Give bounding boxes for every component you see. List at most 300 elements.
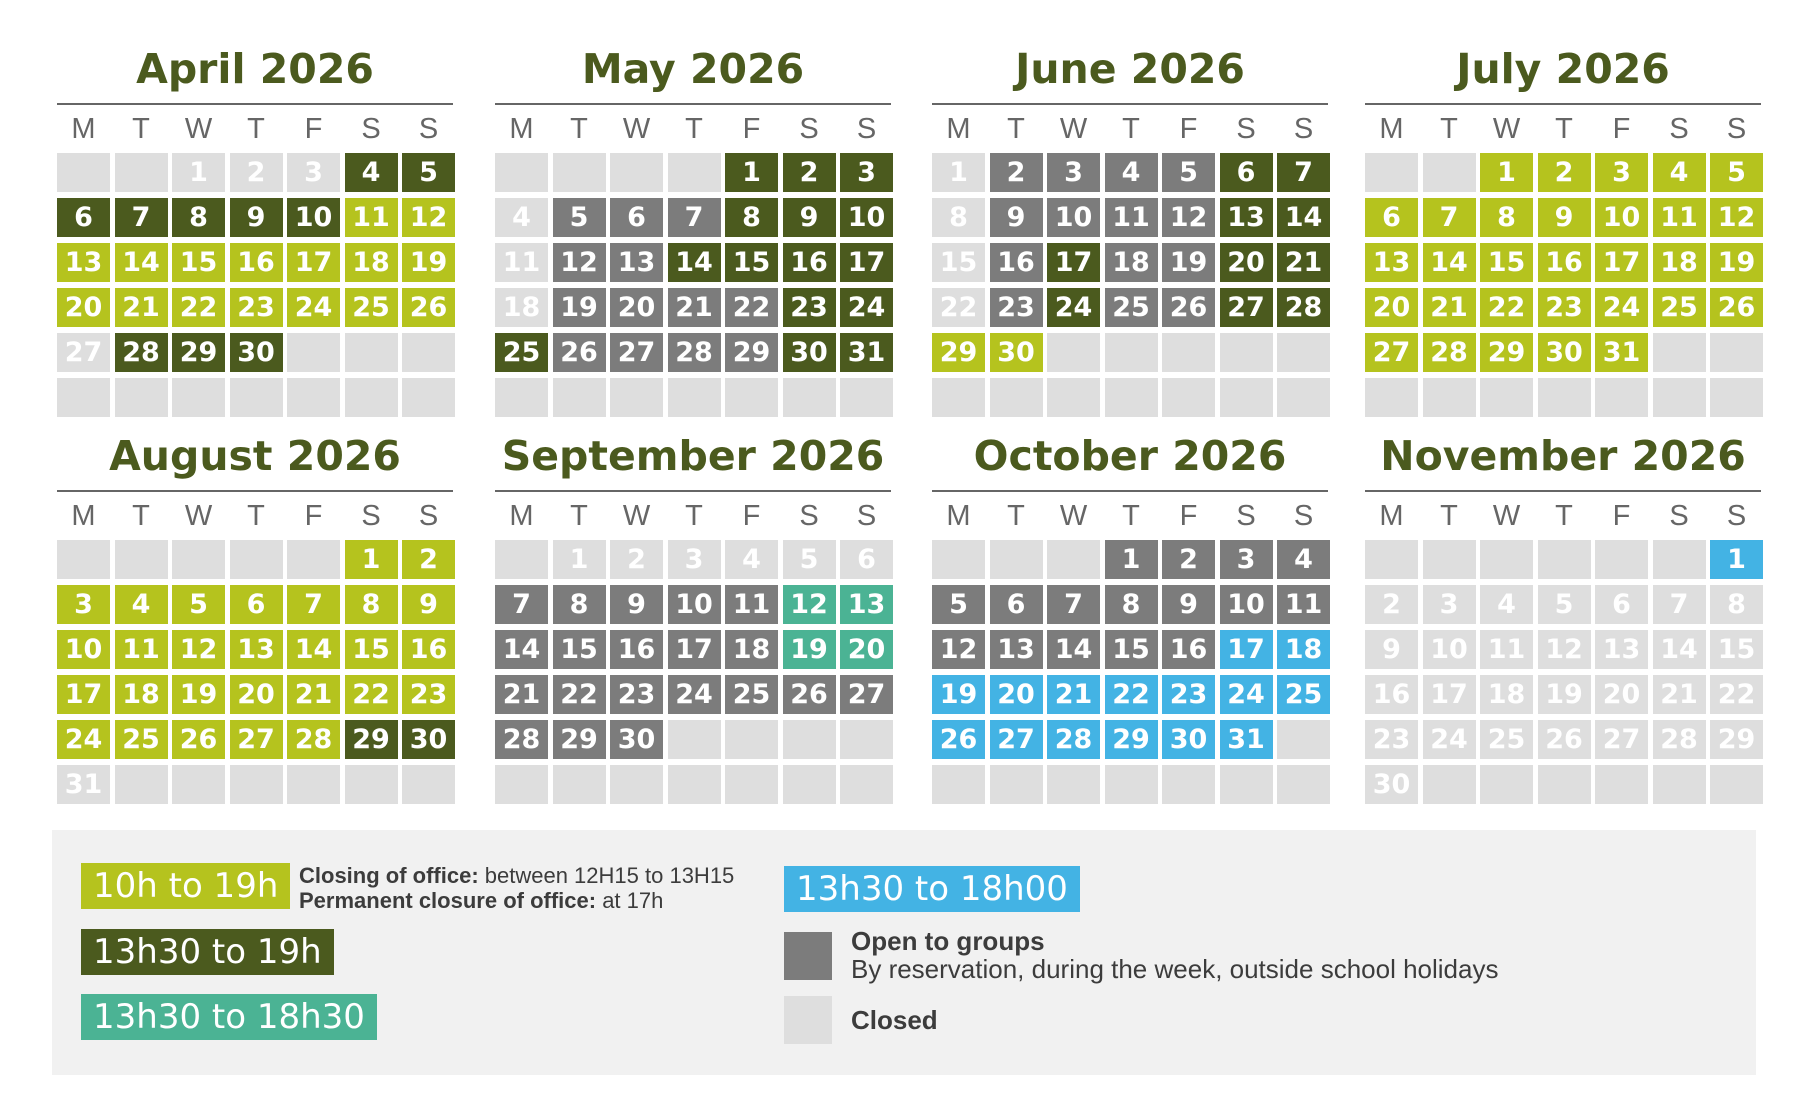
empty-day-cell [230,765,283,804]
legend-office-note-1-rest: between 12H15 to 13H15 [478,863,735,888]
weekday-header: T [247,500,265,532]
day-cell-13h30-18h00: 31 [1220,720,1273,759]
day-cell-groups: 7 [668,198,721,237]
day-cell-13h30-18h30: 12 [783,585,836,624]
empty-day-cell [1162,765,1215,804]
day-cell-10h-19h: 10 [57,630,110,669]
day-cell-13h30-19h: 1 [725,153,778,192]
day-cell-closed: 14 [1653,630,1706,669]
day-cell-13h30-19h: 24 [1047,288,1100,327]
day-cell-13h30-18h00: 20 [990,675,1043,714]
day-cell-13h30-19h: 2 [783,153,836,192]
empty-day-cell [553,153,606,192]
day-cell-groups: 20 [610,288,663,327]
empty-day-cell [1162,333,1215,372]
day-cell-10h-19h: 21 [287,675,340,714]
legend-office-note-2 [299,888,663,913]
weekday-header: M [71,113,96,145]
empty-day-cell [115,153,168,192]
empty-day-cell [287,540,340,579]
day-cell-13h30-18h00: 17 [1220,630,1273,669]
legend-groups-title: Open to groups [851,926,1045,956]
day-cell-10h-19h: 1 [1480,153,1533,192]
day-cell-10h-19h: 17 [1595,243,1648,282]
day-cell-10h-19h: 10 [1595,198,1648,237]
day-cell-groups: 25 [1105,288,1158,327]
month-title: June 2026 [1015,45,1245,93]
day-cell-groups: 13 [610,243,663,282]
day-cell-10h-19h: 8 [1480,198,1533,237]
day-cell-13h30-19h: 10 [287,198,340,237]
weekday-header: S [856,113,877,145]
empty-day-cell [172,540,225,579]
legend-office-note-1 [299,863,734,888]
day-cell-groups: 28 [668,333,721,372]
month-divider [57,103,453,105]
empty-day-cell [1365,153,1418,192]
month-april-2026 [57,45,453,417]
day-cell-13h30-18h00: 21 [1047,675,1100,714]
empty-day-cell [1710,765,1763,804]
empty-day-cell [1595,765,1648,804]
day-cell-groups: 14 [1047,630,1100,669]
day-cell-closed: 11 [495,243,548,282]
empty-day-cell [1277,333,1330,372]
weekday-header: T [132,500,150,532]
day-cell-10h-19h: 22 [345,675,398,714]
day-cell-10h-19h: 28 [1423,333,1476,372]
weekday-header: S [361,500,381,532]
day-cell-10h-19h: 25 [345,288,398,327]
day-cell-13h30-18h00: 1 [1710,540,1763,579]
day-cell-13h30-18h00: 27 [990,720,1043,759]
empty-day-cell [1105,765,1158,804]
month-title: November 2026 [1380,432,1746,480]
day-cell-closed: 25 [1480,720,1533,759]
weekday-header: T [570,113,588,145]
weekday-header: T [685,500,703,532]
day-cell-10h-19h: 29 [1480,333,1533,372]
day-cell-groups: 30 [610,720,663,759]
day-cell-13h30-19h: 6 [1220,153,1273,192]
empty-day-cell [1105,378,1158,417]
empty-day-cell [1047,765,1100,804]
weekday-header: T [1007,500,1025,532]
day-cell-groups: 22 [725,288,778,327]
empty-day-cell [1220,378,1273,417]
empty-day-cell [1220,333,1273,372]
weekday-header: F [742,500,761,532]
day-cell-13h30-18h30: 19 [783,630,836,669]
empty-day-cell [1277,378,1330,417]
day-cell-closed: 7 [1653,585,1706,624]
day-cell-groups: 14 [495,630,548,669]
day-cell-closed: 2 [1365,585,1418,624]
day-cell-10h-19h: 16 [402,630,455,669]
month-title: September 2026 [501,432,885,480]
legend-13h30-19h-swatch [81,929,334,975]
empty-day-cell [725,378,778,417]
day-cell-10h-19h: 3 [1595,153,1648,192]
day-cell-10h-19h: 11 [1653,198,1706,237]
day-cell-groups: 5 [932,585,985,624]
month-grid [495,498,891,804]
day-cell-10h-19h: 9 [402,585,455,624]
month-divider [932,103,1328,105]
day-cell-10h-19h: 20 [1365,288,1418,327]
day-cell-13h30-19h: 23 [783,288,836,327]
weekday-header: F [1179,500,1198,532]
day-cell-10h-19h: 18 [345,243,398,282]
empty-day-cell [345,378,398,417]
day-cell-13h30-18h00: 26 [932,720,985,759]
day-cell-10h-19h: 23 [1538,288,1591,327]
weekday-header: T [570,500,588,532]
day-cell-closed: 13 [1595,630,1648,669]
day-cell-10h-19h: 28 [287,720,340,759]
weekday-header: T [1007,113,1025,145]
month-august-2026 [57,432,453,804]
legend-13h30-18h00-label: 13h30 to 18h00 [796,869,1068,909]
day-cell-10h-19h: 1 [345,540,398,579]
month-title: May 2026 [581,45,805,93]
day-cell-10h-19h: 20 [230,675,283,714]
empty-day-cell [1480,378,1533,417]
day-cell-closed: 1 [553,540,606,579]
day-cell-10h-19h: 12 [172,630,225,669]
weekday-header: T [1122,500,1140,532]
day-cell-13h30-19h: 20 [1220,243,1273,282]
month-grid [1365,111,1761,417]
legend-office-note-2-bold: Permanent closure of office: [299,888,597,913]
day-cell-groups: 24 [668,675,721,714]
day-cell-groups: 8 [553,585,606,624]
day-cell-13h30-19h: 28 [115,333,168,372]
day-cell-groups: 27 [840,675,893,714]
empty-day-cell [932,540,985,579]
day-cell-13h30-19h: 28 [1277,288,1330,327]
empty-day-cell [840,378,893,417]
empty-day-cell [1710,378,1763,417]
weekday-header: T [685,113,703,145]
day-cell-closed: 18 [495,288,548,327]
day-cell-10h-19h: 26 [1710,288,1763,327]
weekday-header: S [418,500,439,532]
weekday-header: S [1236,113,1256,145]
day-cell-closed: 15 [1710,630,1763,669]
day-cell-groups: 3 [1047,153,1100,192]
weekday-header: S [418,113,439,145]
month-grid [57,111,453,417]
empty-day-cell [1653,333,1706,372]
day-cell-10h-19h: 24 [57,720,110,759]
day-cell-closed: 22 [1710,675,1763,714]
weekday-header: S [799,500,819,532]
day-cell-closed: 3 [287,153,340,192]
day-cell-groups: 23 [610,675,663,714]
day-cell-13h30-19h: 30 [783,333,836,372]
day-cell-10h-19h: 4 [1653,153,1706,192]
month-title: October 2026 [973,432,1287,480]
weekday-header: S [1726,113,1747,145]
empty-day-cell [1595,540,1648,579]
day-cell-groups: 15 [553,630,606,669]
day-cell-groups: 12 [1162,198,1215,237]
legend-10h-19h-swatch [81,863,290,909]
day-cell-10h-19h: 29 [932,333,985,372]
empty-day-cell [668,765,721,804]
weekday-header: W [184,113,213,145]
day-cell-groups: 13 [990,630,1043,669]
day-cell-13h30-19h: 25 [495,333,548,372]
month-divider [495,103,891,105]
day-cell-closed: 27 [1595,720,1648,759]
month-grid [932,498,1328,804]
day-cell-closed: 4 [495,198,548,237]
empty-day-cell [57,378,110,417]
month-divider [1365,103,1761,105]
month-grid [1365,498,1761,804]
empty-day-cell [840,720,893,759]
day-cell-10h-19h: 15 [1480,243,1533,282]
day-cell-closed: 11 [1480,630,1533,669]
weekday-header: W [1059,500,1088,532]
empty-day-cell [1365,540,1418,579]
month-divider [57,490,453,492]
day-cell-10h-19h: 22 [172,288,225,327]
empty-day-cell [668,720,721,759]
day-cell-13h30-18h00: 28 [1047,720,1100,759]
day-cell-groups: 9 [990,198,1043,237]
day-cell-10h-19h: 7 [287,585,340,624]
empty-day-cell [1653,378,1706,417]
weekday-header: W [622,500,651,532]
weekday-header: T [1440,113,1458,145]
day-cell-groups: 19 [1162,243,1215,282]
legend-13h30-18h00-swatch [784,866,1080,912]
day-cell-groups: 29 [725,333,778,372]
month-september-2026 [495,432,891,804]
day-cell-groups: 10 [1220,585,1273,624]
legend-closed-label: Closed [851,1005,938,1035]
day-cell-groups: 2 [1162,540,1215,579]
day-cell-closed: 8 [932,198,985,237]
day-cell-13h30-18h00: 29 [1105,720,1158,759]
day-cell-closed: 6 [840,540,893,579]
day-cell-13h30-19h: 8 [725,198,778,237]
empty-day-cell [495,153,548,192]
day-cell-groups: 1 [1105,540,1158,579]
day-cell-closed: 2 [610,540,663,579]
day-cell-13h30-19h: 17 [1047,243,1100,282]
day-cell-10h-19h: 23 [230,288,283,327]
weekday-header: F [742,113,761,145]
day-cell-groups: 26 [783,675,836,714]
empty-day-cell [1277,765,1330,804]
empty-day-cell [725,765,778,804]
day-cell-10h-19h: 24 [287,288,340,327]
day-cell-13h30-19h: 7 [115,198,168,237]
day-cell-13h30-19h: 10 [840,198,893,237]
month-grid [495,111,891,417]
day-cell-13h30-19h: 31 [840,333,893,372]
empty-day-cell [1653,540,1706,579]
day-cell-closed: 4 [1480,585,1533,624]
day-cell-groups: 5 [1162,153,1215,192]
day-cell-groups: 16 [610,630,663,669]
weekday-header: S [799,113,819,145]
day-cell-closed: 27 [57,333,110,372]
day-cell-10h-19h: 12 [402,198,455,237]
day-cell-13h30-18h30: 20 [840,630,893,669]
day-cell-closed: 24 [1423,720,1476,759]
empty-day-cell [1480,540,1533,579]
day-cell-closed: 18 [1480,675,1533,714]
month-divider [1365,490,1761,492]
day-cell-groups: 26 [553,333,606,372]
weekday-header: S [1236,500,1256,532]
day-cell-13h30-18h00: 22 [1105,675,1158,714]
day-cell-closed: 19 [1538,675,1591,714]
day-cell-groups: 16 [1162,630,1215,669]
weekday-header: S [1293,500,1314,532]
legend-13h30-18h30-label: 13h30 to 18h30 [93,997,365,1037]
month-divider [932,490,1328,492]
day-cell-10h-19h: 16 [1538,243,1591,282]
day-cell-10h-19h: 14 [287,630,340,669]
weekday-header: M [509,500,534,532]
day-cell-groups: 27 [610,333,663,372]
legend-office-note-2-rest: at 17h [596,888,664,913]
day-cell-10h-19h: 26 [402,288,455,327]
weekday-header: T [247,113,265,145]
day-cell-10h-19h: 7 [1423,198,1476,237]
day-cell-closed: 28 [1653,720,1706,759]
day-cell-groups: 25 [725,675,778,714]
day-cell-13h30-19h: 6 [57,198,110,237]
day-cell-10h-19h: 13 [230,630,283,669]
empty-day-cell [783,765,836,804]
empty-day-cell [1423,765,1476,804]
day-cell-groups: 10 [1047,198,1100,237]
day-cell-10h-19h: 15 [345,630,398,669]
day-cell-10h-19h: 17 [57,675,110,714]
empty-day-cell [990,540,1043,579]
day-cell-13h30-18h00: 30 [1162,720,1215,759]
day-cell-groups: 12 [932,630,985,669]
empty-day-cell [402,378,455,417]
day-cell-closed: 3 [668,540,721,579]
empty-day-cell [932,378,985,417]
legend-13h30-18h30-swatch [81,994,377,1040]
legend-panel [52,830,1756,1075]
day-cell-10h-19h: 17 [287,243,340,282]
day-cell-13h30-18h00: 24 [1220,675,1273,714]
empty-day-cell [230,540,283,579]
day-cell-closed: 4 [725,540,778,579]
empty-day-cell [610,765,663,804]
empty-day-cell [1047,333,1100,372]
day-cell-13h30-18h00: 19 [932,675,985,714]
day-cell-13h30-19h: 29 [172,333,225,372]
day-cell-closed: 1 [172,153,225,192]
day-cell-13h30-19h: 21 [1277,243,1330,282]
empty-day-cell [115,540,168,579]
day-cell-13h30-19h: 30 [230,333,283,372]
empty-day-cell [1423,153,1476,192]
month-title: April 2026 [136,45,374,93]
weekday-header: M [946,113,971,145]
weekday-header: T [132,113,150,145]
day-cell-10h-19h: 27 [230,720,283,759]
day-cell-closed: 2 [230,153,283,192]
empty-day-cell [1423,540,1476,579]
day-cell-10h-19h: 18 [115,675,168,714]
day-cell-13h30-19h: 29 [345,720,398,759]
day-cell-10h-19h: 13 [57,243,110,282]
day-cell-10h-19h: 13 [1365,243,1418,282]
day-cell-10h-19h: 5 [172,585,225,624]
day-cell-closed: 21 [1653,675,1706,714]
empty-day-cell [172,765,225,804]
day-cell-13h30-19h: 16 [783,243,836,282]
weekday-header: T [1555,500,1573,532]
weekday-header: W [1492,113,1521,145]
day-cell-groups: 9 [610,585,663,624]
day-cell-13h30-19h: 15 [725,243,778,282]
empty-day-cell [725,720,778,759]
day-cell-closed: 1 [932,153,985,192]
empty-day-cell [1595,378,1648,417]
weekday-header: M [509,113,534,145]
empty-day-cell [610,378,663,417]
day-cell-13h30-19h: 9 [230,198,283,237]
weekday-header: W [1492,500,1521,532]
day-cell-10h-19h: 12 [1710,198,1763,237]
day-cell-10h-19h: 18 [1653,243,1706,282]
day-cell-13h30-19h: 13 [1220,198,1273,237]
day-cell-closed: 3 [1423,585,1476,624]
empty-day-cell [1162,378,1215,417]
empty-day-cell [783,378,836,417]
day-cell-13h30-18h30: 13 [840,585,893,624]
weekday-header: W [622,113,651,145]
day-cell-groups: 11 [1105,198,1158,237]
day-cell-closed: 23 [1365,720,1418,759]
day-cell-10h-19h: 31 [1595,333,1648,372]
weekday-header: F [304,113,323,145]
empty-day-cell [287,333,340,372]
day-cell-groups: 21 [668,288,721,327]
day-cell-groups: 8 [1105,585,1158,624]
day-cell-10h-19h: 26 [172,720,225,759]
month-june-2026 [932,45,1328,417]
day-cell-13h30-19h: 27 [1220,288,1273,327]
empty-day-cell [402,333,455,372]
day-cell-closed: 10 [1423,630,1476,669]
day-cell-groups: 6 [610,198,663,237]
empty-day-cell [990,378,1043,417]
month-may-2026 [495,45,891,417]
month-divider [495,490,891,492]
day-cell-closed: 16 [1365,675,1418,714]
day-cell-groups: 23 [990,288,1043,327]
day-cell-closed: 30 [1365,765,1418,804]
day-cell-10h-19h: 21 [1423,288,1476,327]
month-grid [57,498,453,804]
empty-day-cell [115,378,168,417]
legend-groups-desc: By reservation, during the week, outside school holidays [851,954,1499,984]
